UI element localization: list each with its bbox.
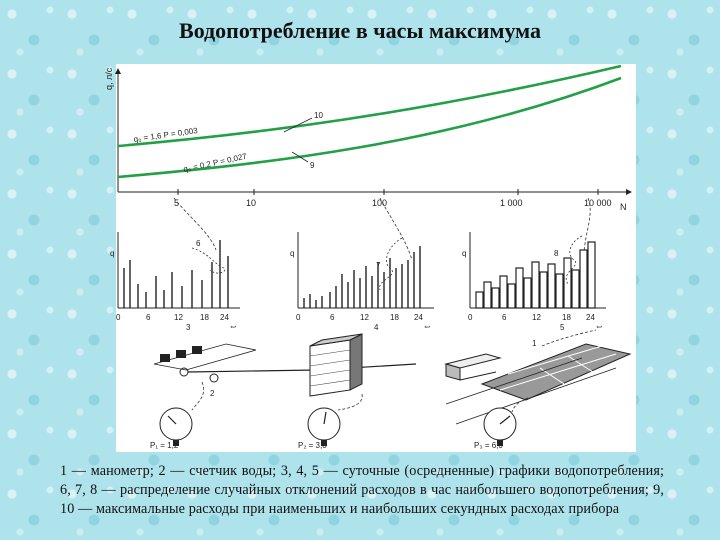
chart5-dist-label: 8 [554, 249, 559, 258]
tick-label-10: 10 [246, 198, 257, 208]
slide-title: Водопотребление в часы максимума [179, 18, 541, 43]
chart3-tick-24: 24 [220, 313, 229, 322]
daily-chart-3 [110, 232, 240, 332]
building-side [350, 334, 362, 390]
connector-2 [380, 198, 412, 260]
chart5-bars [476, 242, 595, 308]
daily-chart-4 [290, 232, 434, 332]
chart4-y-label: q [290, 249, 295, 258]
top-x-axis-label: N [620, 202, 627, 212]
device-label-1: 1 [532, 339, 537, 348]
chart5-tick-18: 18 [562, 313, 571, 322]
top-y-axis-label: q, л/с [104, 67, 114, 90]
chart5-tick-6: 6 [502, 313, 507, 322]
gauge-2 [298, 408, 340, 450]
gauge-1-label: P₁ = 1,2 [150, 441, 179, 450]
chart3-y-label: q [110, 249, 115, 258]
gauge-1 [150, 408, 192, 450]
fitting-1 [160, 354, 170, 362]
chart4-dist-label: 7 [376, 261, 381, 270]
building-front [310, 340, 350, 396]
chart5-y-label: q [462, 249, 467, 258]
chart4-tick-6: 6 [330, 313, 335, 322]
valve-1 [180, 368, 188, 376]
leader-gauge-1 [192, 382, 204, 410]
chart3-x-label: t [229, 325, 238, 328]
chart3-dist-label: 6 [196, 239, 201, 248]
curve-10-number: 10 [314, 111, 323, 120]
pipe-network [154, 330, 630, 424]
curve-9-label: q₀ = 0,2 P = 0,027 [182, 151, 248, 174]
chart5-tick-24: 24 [586, 313, 595, 322]
figure-caption: 1 — манометр; 2 — счетчик воды; 3, 4, 5 — суточные (осредненные) графики водопотребления; 6, 7, 8 — распределение случайных отклонений расходов в час наибольшего водопотребления; 9, 10 — максимальные расходы при наименьших и наибольших секундных расходах прибора [60, 463, 664, 517]
figure-panel [104, 64, 636, 452]
chart5-number: 5 [560, 323, 565, 332]
chart3-number: 3 [186, 323, 191, 332]
chart4-bars [304, 246, 420, 308]
top-graph [104, 66, 632, 212]
block-pipe [460, 372, 496, 380]
chart4-distribution [380, 238, 402, 290]
chart4-tick-0: 0 [296, 313, 301, 322]
chart4-number: 4 [374, 323, 379, 332]
gauge-2-label: P₂ = 3,0 [298, 441, 327, 450]
tick-label-1000: 1 000 [500, 198, 523, 208]
device-label-2: 2 [210, 389, 215, 398]
top-x-arrow [626, 189, 632, 195]
chart4-tick-12: 12 [360, 313, 369, 322]
leader-gauge-2 [338, 394, 362, 410]
top-y-arrow [115, 68, 121, 74]
chart4-tick-24: 24 [414, 313, 423, 322]
water-meter-icon [210, 374, 218, 382]
connector-1 [174, 198, 216, 250]
chart4-x-label: t [423, 325, 432, 328]
fitting-2 [176, 350, 186, 358]
chart5-tick-12: 12 [532, 313, 541, 322]
chart4-tick-18: 18 [390, 313, 399, 322]
chart5-tick-0: 0 [468, 313, 473, 322]
chart3-bars [124, 240, 228, 308]
district-plate [482, 344, 630, 400]
tick-label-100: 100 [372, 198, 388, 208]
tick-label-10000: 10 000 [584, 198, 612, 208]
chart3-tick-12: 12 [174, 313, 183, 322]
tick-label-5: 5 [174, 198, 180, 208]
chart5-x-label: t [595, 325, 604, 328]
curve-10-label: q₀ = 1,6 P = 0,003 [133, 126, 199, 144]
daily-chart-5 [462, 232, 606, 332]
gauge-3-label: P₃ = 6,0 [474, 441, 503, 450]
curve-9-number: 9 [310, 161, 315, 170]
gauge-3 [474, 408, 516, 450]
chart3-tick-0: 0 [116, 313, 121, 322]
water-consumption-diagram [104, 64, 636, 452]
chart3-tick-18: 18 [200, 313, 209, 322]
fitting-3 [192, 346, 202, 354]
pipe-main [188, 370, 316, 372]
leader-plate [542, 330, 596, 346]
chart3-tick-6: 6 [146, 313, 151, 322]
